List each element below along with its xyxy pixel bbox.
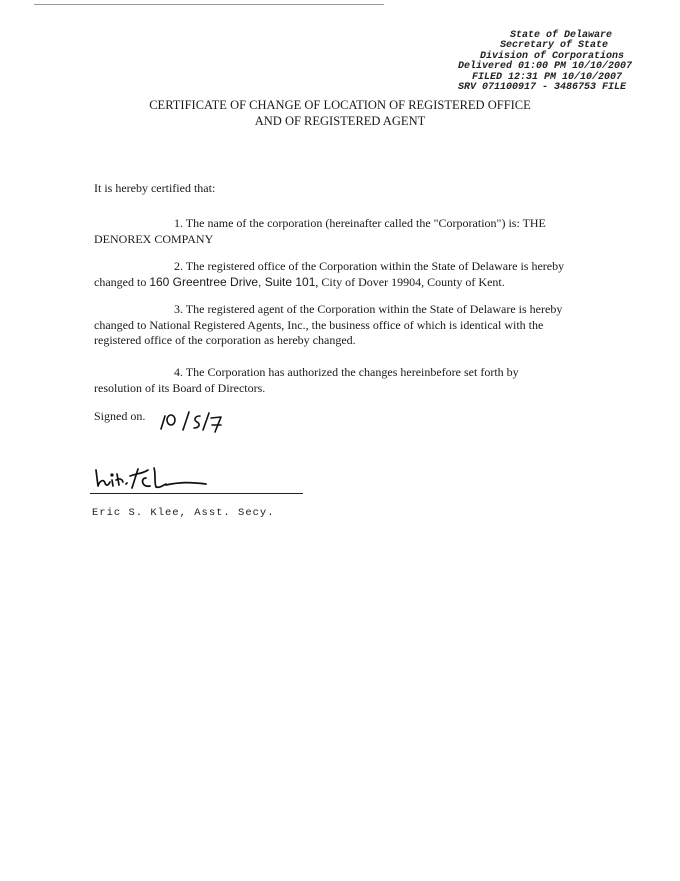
item-4-first-line: 4. The Corporation has authorized the changes hereinbefore set forth by bbox=[174, 365, 519, 379]
title-line-1: CERTIFICATE OF CHANGE OF LOCATION OF REGISTERED OFFICE bbox=[149, 98, 531, 112]
signature-line bbox=[90, 493, 303, 494]
top-rule bbox=[34, 4, 384, 5]
stamp-line: SRV 071100917 - 3486753 FILE bbox=[458, 82, 627, 94]
item-4-rest: resolution of its Board of Directors. bbox=[94, 380, 266, 395]
intro-text: It is hereby certified that: bbox=[94, 181, 216, 195]
item-3-first-line: 3. The registered agent of the Corporation within the State of Delaware is hereby bbox=[174, 302, 563, 316]
signed-on-label: Signed on. bbox=[94, 409, 146, 423]
handwritten-signature bbox=[90, 460, 220, 494]
item-1-first-line: 1. The name of the corporation (hereinafter called the "Corporation") is: THE bbox=[174, 216, 546, 230]
filing-stamp bbox=[440, 31, 646, 93]
item-2-second-line bbox=[94, 275, 584, 291]
signer-name: Eric S. Klee, Asst. Secy. bbox=[92, 507, 275, 519]
item-2-pre: changed to bbox=[94, 274, 150, 289]
item-2-post: , City of Dover 19904, County of Kent. bbox=[315, 274, 505, 289]
item-1 bbox=[94, 216, 584, 247]
item-4 bbox=[94, 365, 584, 396]
stamp-line: FILED 12:31 PM 10/10/2007 bbox=[472, 71, 623, 83]
registered-office-address: 160 Greentree Drive, Suite 101 bbox=[149, 274, 316, 289]
stamp-line: Delivered 01:00 PM 10/10/2007 bbox=[458, 61, 633, 73]
title-line-2: AND OF REGISTERED AGENT bbox=[254, 113, 426, 128]
handwritten-date bbox=[155, 408, 235, 436]
item-3 bbox=[94, 302, 584, 349]
stamp-line: Secretary of State bbox=[500, 40, 609, 52]
stamp-line: Division of Corporations bbox=[480, 50, 625, 62]
item-2 bbox=[94, 259, 584, 290]
item-2-first-line: 2. The registered office of the Corporation within the State of Delaware is hereby bbox=[174, 259, 565, 273]
item-1-rest: DENOREX COMPANY bbox=[94, 231, 214, 246]
item-3-line-3: registered office of the corporation as hereby changed. bbox=[94, 333, 356, 347]
stamp-line: State of Delaware bbox=[510, 30, 613, 41]
document-title bbox=[100, 98, 580, 129]
item-3-line-2: changed to National Registered Agents, Inc., the business office of which is identical with the bbox=[94, 317, 544, 332]
